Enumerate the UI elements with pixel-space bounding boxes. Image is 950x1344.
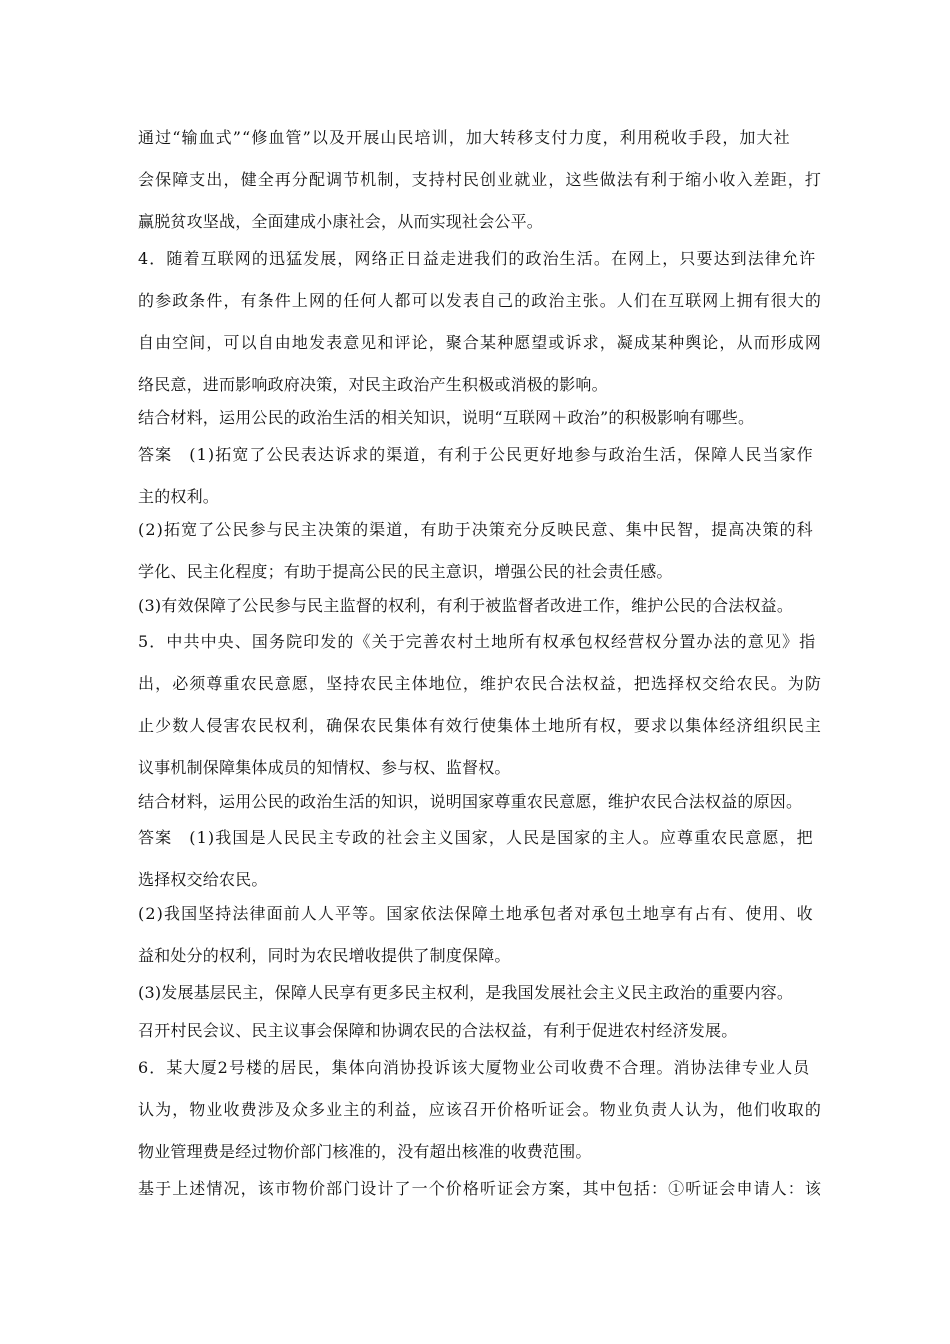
question-5-line: 5．中共中央、国务院印发的《关于完善农村土地所有权承包权经营权分置办法的意见》指 xyxy=(138,632,817,651)
answer-line: (3)有效保障了公民参与民主监督的权利，有利于被监督者改进工作，维护公民的合法权益。 xyxy=(138,596,794,615)
answer-line: 选择权交给农民。 xyxy=(138,870,268,889)
paragraph-line: 通过“输血式”“修血管”以及开展山民培训，加大转移支付力度，利用税收手段，加大社 xyxy=(138,128,791,147)
answer-line: (2)我国坚持法律面前人人平等。国家依法保障土地承包者对承包土地享有占有、使用、收 xyxy=(138,904,814,923)
paragraph-line: 认为，物业收费涉及众多业主的利益，应该召开价格听证会。物业负责人认为，他们收取的 xyxy=(138,1100,823,1119)
question-prompt-line: 结合材料，运用公民的政治生活的相关知识，说明“互联网＋政治”的积极影响有哪些。 xyxy=(138,408,755,427)
paragraph-line: 的参政条件，有条件上网的任何人都可以发表自己的政治主张。人们在互联网上拥有很大的 xyxy=(138,291,823,310)
answer-line: (2)拓宽了公民参与民主决策的渠道，有助于决策充分反映民意、集中民智，提高决策的科 xyxy=(138,520,814,539)
paragraph-line: 基于上述情况，该市物价部门设计了一个价格听证会方案，其中包括：①听证会申请人：该 xyxy=(138,1179,823,1198)
answer-line: 答案 (1)拓宽了公民表达诉求的渠道，有利于公民更好地参与政治生活，保障人民当家作 xyxy=(138,445,814,464)
answer-line: 召开村民会议、民主议事会保障和协调农民的合法权益，有利于促进农村经济发展。 xyxy=(138,1021,738,1040)
paragraph-line: 物业管理费是经过物价部门核准的，没有超出核准的收费范围。 xyxy=(138,1142,592,1161)
paragraph-line: 赢脱贫攻坚战，全面建成小康社会，从而实现社会公平。 xyxy=(138,212,544,231)
question-6-line: 6．某大厦2号楼的居民，集体向消协投诉该大厦物业公司收费不合理。消协法律专业人员 xyxy=(138,1058,811,1077)
answer-line: 益和处分的权利，同时为农民增收提供了制度保障。 xyxy=(138,946,511,965)
paragraph-line: 出，必须尊重农民意愿，坚持农民主体地位，维护农民合法权益，把选择权交给农民。为防 xyxy=(138,674,823,693)
question-4-line: 4．随着互联网的迅猛发展，网络正日益走进我们的政治生活。在网上，只要达到法律允许 xyxy=(138,249,817,268)
answer-line: 主的权利。 xyxy=(138,487,220,506)
paragraph-line: 议事机制保障集体成员的知情权、参与权、监督权。 xyxy=(138,758,511,777)
answer-line: (3)发展基层民主，保障人民享有更多民主权利，是我国发展社会主义民主政治的重要内容。 xyxy=(138,983,794,1002)
question-prompt-line: 结合材料，运用公民的政治生活的知识，说明国家尊重农民意愿，维护农民合法权益的原因。 xyxy=(138,792,803,811)
answer-line: 学化、民主化程度；有助于提高公民的民主意识，增强公民的社会责任感。 xyxy=(138,562,673,581)
paragraph-line: 会保障支出，健全再分配调节机制，支持村民创业就业，这些做法有利于缩小收入差距，打 xyxy=(138,170,823,189)
paragraph-line: 止少数人侵害农民权利，确保农民集体有效行使集体土地所有权，要求以集体经济组织民主 xyxy=(138,716,823,735)
answer-line: 答案 (1)我国是人民民主专政的社会主义国家，人民是国家的主人。应尊重农民意愿，把 xyxy=(138,828,814,847)
paragraph-line: 络民意，进而影响政府决策，对民主政治产生积极或消极的影响。 xyxy=(138,375,608,394)
paragraph-line: 自由空间，可以自由地发表意见和评论，聚合某种愿望或诉求，凝成某种舆论，从而形成网 xyxy=(138,333,823,352)
